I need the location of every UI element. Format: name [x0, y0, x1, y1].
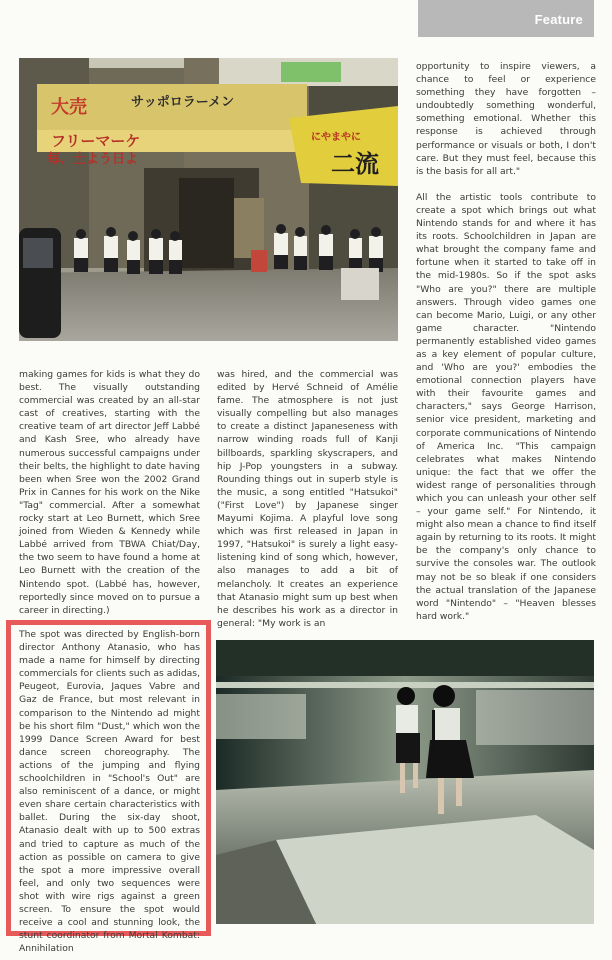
street-scene-photo — [19, 58, 398, 341]
svg-text:大売: 大売 — [51, 97, 87, 118]
highlight-bracket-right — [204, 620, 211, 936]
svg-text:毎、土よう日よ: 毎、土よう日よ — [47, 152, 139, 167]
section-header-tab — [418, 0, 594, 37]
section-label: Feature — [534, 12, 583, 27]
paragraph: All the artistic tools contribute to create a spot which brings out what Nintendo stands for and where it has its roots. Schoolchildren in Japan are what brought the company fame and fortune when it started to take off in the mid-1980s. So if the spot asks "Who are you?" there are multiple answers. Through video games one can become Mario, Luigi, or any other game character. "Nintendo permanently established video games as a key element of popular culture, and 'Who are you?' embodies the emotional connection players have with their favourite games and characters," says George Harrison, senior vice president, marketing and corporate communications of Nintendo of America Inc. "This campaign celebrates what makes Nintendo unique: the fact that we offer the widest range of personalities through which you can unleash your other self – your game self." For Nintendo, it might also mean a chance to find itself again by returning to its roots. It might be the company's only chance to survive the consoles war. The outlook may not be so bleak if one considers the actual translation of the Japanese word "Nintendo" – "Heaven blesses hard work." — [416, 191, 596, 622]
svg-text:二流: 二流 — [331, 150, 379, 178]
paragraph: The spot was directed by English-born director Anthony Atanasio, who has made a name for himself by directing commercials for clients such as adidas, Peugeot, Eurovia, Jaques Vabre and Gaz de France, but most relevant in comparison to the Nintendo ad might be his short film "Dust," which won the 1999 Dance Screen Award for best dance screen choreography. The actions of the jumping and flying schoolchildren in "School's Out" are also reminiscent of a dance, or might even share certain characteristics with ballet. During the six-day shoot, Atanasio dealt with up to 500 extras and tried to capture as much of the action as possible on camera to give the spot a more impressive overall feel, and only two sequences were shot with wire rigs against a green screen. To ensure the spot would receive a cool and stunning look, the stunt coordinator from Mortal Kombat: Annihilation — [19, 629, 200, 955]
paragraph: was hired, and the commercial was edited by Hervé Schneid of Amélie fame. The atmosphere is not just visually compelling but also manages to create a distinct Japaneseness with narrow winding roads full of Kanji billboards, sparkling skyscrapers, and hip J-Pop youngsters in a subway. Rounding things out in superb style is the music, a song entitled "Hatsukoi" ("First Love") by Japanese singer Mayumi Kojima. A playful love song which was first released in Japan in 1997, "Hatsukoi" is surely a light easy-listening kind of song which, however, also manages to add a bit of melancholy. It creates an experience that Atanasio might sum up best when he describes his work as a director in general: "My work is an — [217, 369, 398, 629]
subway-scene-photo — [216, 640, 594, 924]
column-left-mid — [19, 368, 200, 617]
svg-text:にやまやに: にやまやに — [311, 132, 361, 143]
paragraph: opportunity to inspire viewers, a chance to feel or experience something they have forgotten – undoubtedly something wonderful, something emotional. Whether this response is achieved through performance or visuals or both, I don't care. But they must feel, because this is the basis for all art." — [416, 61, 596, 177]
paragraph: making games for kids is what they do best. The visually outstanding commercial was created by an all-star cast of creatives, starting with the creative team of art director Jeff Labbé and Kash Sree, who already have numerous successful campaigns under their belts, the highlight to date having been when Sree won the 2002 Grand Prix in Cannes for his work on the Nike "Tag" commercial. After a somewhat rocky start at Leo Burnett, which Sree joined from Wieden & Kennedy while Labbé arrived from TBWA Chiat/Day, the two seem to have found a home at Leo Burnett with the creation of the Nintendo spot. (Labbé has, however, reportedly since moved on to pursue a career in directing.) — [19, 369, 200, 616]
column-center-mid — [217, 368, 398, 630]
column-left-bottom-callout — [19, 628, 200, 955]
svg-text:サッポロラーメン: サッポロラーメン — [131, 95, 235, 110]
svg-text:フリーマーケ: フリーマーケ — [51, 132, 141, 150]
column-right-top — [416, 60, 596, 623]
